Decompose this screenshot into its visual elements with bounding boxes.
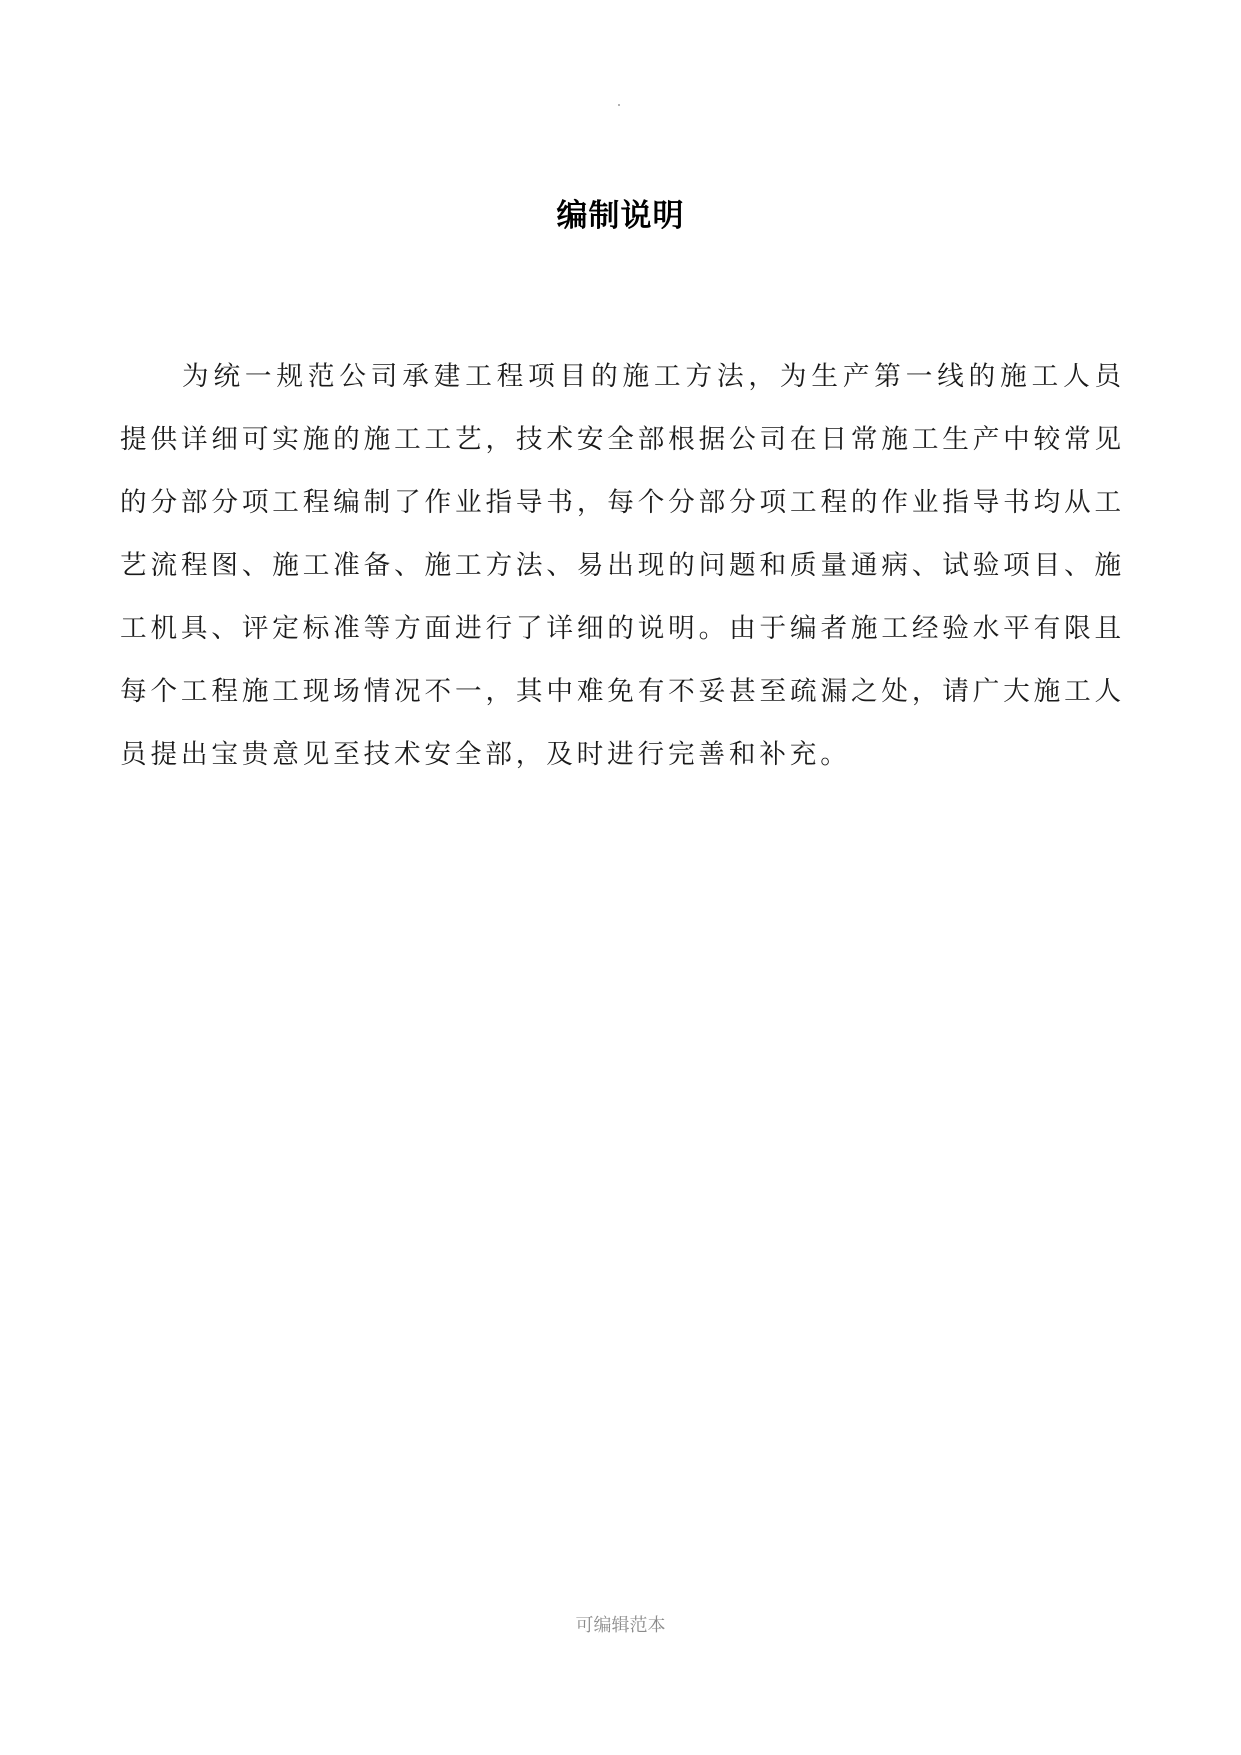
page-footer: 可编辑范本 bbox=[575, 1615, 666, 1636]
page-title: 编制说明 bbox=[556, 198, 685, 234]
body-paragraph: 为统一规范公司承建工程项目的施工方法，为生产第一线的施工人员提供详细可实施的施工工艺，技术安全部根据公司在日常施工生产中较常见的分部分项工程编制了作业指导书，每个分部分项工程的作业指导书均从工艺流程图、施工准备、施工方法、易出现的问题和质量通病、试验项目、施工机具、评定标准等方面进行了详细的说明。由于编者施工经验水平有限且每个工程施工现场情况不一，其中难免有不妥甚至疏漏之处，请广大施工人员提出宝贵意见至技术安全部，及时进行完善和补充。 bbox=[120, 361, 1125, 770]
header-dot bbox=[618, 104, 620, 106]
